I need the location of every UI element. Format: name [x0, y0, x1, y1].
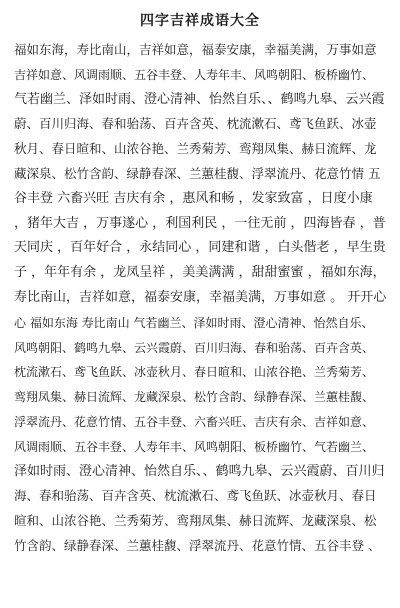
text-line: 子 ，年年有余 ，龙凤呈祥 ，美美满满 ，甜甜蜜蜜 ，福如东海， [14, 265, 386, 281]
text-line: ，猪年大吉 ，万事遂心 ，利国利民 ，一往无前 ，四海皆春 ，普 [14, 215, 386, 231]
text-line: 秋月、春日暄和、山浓谷艳、兰秀菊芳、鸾翔凤集、赫日流辉、龙 [14, 141, 377, 157]
text-line: 浮翠流丹、花意竹情、五谷丰登、六畜兴旺、吉庆有余、吉祥如意、 [14, 414, 375, 429]
text-line: 天同庆 ，百年好合 ，永结同心 ，同建和谐 ，白头偕老 ，早生贵 [14, 240, 386, 256]
text-line: 福如东海，寿比南山，吉祥如意，福泰安康，幸福美满，万事如意 [14, 42, 377, 57]
text-line: 泽如时雨、澄心清神、怡然自乐、、鹤鸣九皋、云兴霞蔚、百川归 [14, 463, 385, 479]
text-line: 海、春和骀荡、百卉含英、枕流漱石、鸢飞鱼跃、冰壶秋月、春日 [14, 488, 377, 504]
document-title: 四字吉祥成语大全 [140, 13, 260, 29]
text-line: 鸾翔凤集、赫日流辉、龙藏深泉、松竹含韵、绿静春深、兰蕙桂馥、 [14, 390, 375, 405]
text-line: 风调雨顺、五谷丰登、人寿年丰、风鸣朝阳、板桥幽竹、气若幽兰、 [14, 439, 375, 454]
text-line: 竹含韵、绿静春深、兰蕙桂馥、浮翠流丹、花意竹情、五谷丰登 、 [14, 537, 381, 553]
text-line: 藏深泉、松竹含韵、绿静春深、兰蕙桂馥、浮翠流丹、花意竹情 五 [14, 165, 381, 181]
text-line: 暄和、山浓谷艳、兰秀菊芳、鸾翔凤集、赫日流辉、龙藏深泉、松 [14, 513, 377, 529]
text-line: 枕流漱石、鸢飞鱼跃、冰壶秋月、春日暄和、山浓谷艳、兰秀菊芳、 [14, 365, 375, 380]
text-line: 气若幽兰、泽如时雨、澄心清神、怡然自乐、、鹤鸣九皋、云兴霞 [14, 91, 385, 107]
text-line: 心 福如东海 寿比南山 气若幽兰、泽如时雨、澄心清神、怡然自乐、 [14, 315, 374, 330]
document-body [14, 38, 386, 559]
text-line: 吉祥如意、风调雨顺、五谷丰登、人寿年丰、风鸣朝阳、板桥幽竹、 [14, 67, 375, 82]
text-line: 谷丰登 六畜兴旺 吉庆有余 ，惠风和畅 ，发家致富 ，日度小康 [14, 190, 373, 206]
text-line: 风鸣朝阳、鹤鸣九皋、云兴霞蔚、百川归海、春和骀荡、百卉含英、 [14, 340, 375, 355]
text-line: 蔚、百川归海、春和骀荡、百卉含英、枕流漱石、鸢飞鱼跃、冰壶 [14, 116, 377, 132]
text-line: 寿比南山，吉祥如意，福泰安康，幸福美满，万事如意 。 开开心 [14, 289, 386, 305]
